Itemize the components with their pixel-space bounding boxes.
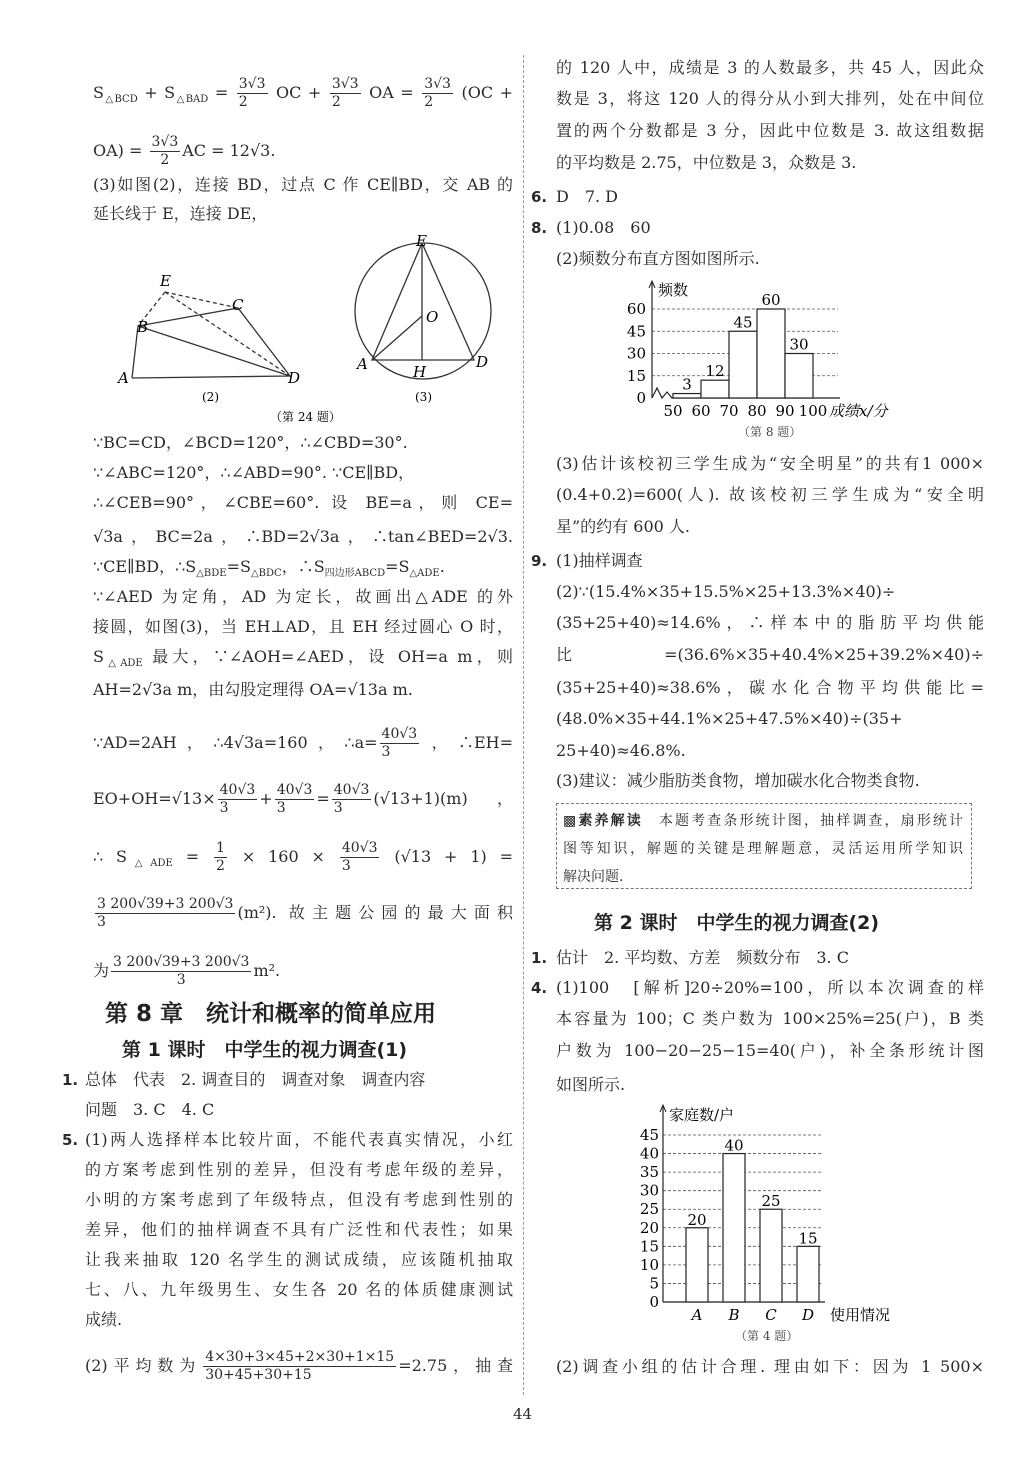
fraction (422, 76, 453, 111)
text-line: ∴∠CEB=90°，∠CBE=60°. 设 BE=a，则 CE= (93, 493, 513, 512)
text-line: 小明的方案考虑到了年级特点，但没有考虑到性别的 (85, 1190, 513, 1209)
subscript: △BAD (175, 94, 209, 106)
subscript: △BCD (103, 94, 138, 106)
text-line: 差异，他们的抽样调查不具有广泛性和代表性；如果 (85, 1220, 513, 1239)
numerator: 4×30+3×45+2×30+1×15 (205, 1349, 395, 1365)
label-O: O (426, 308, 439, 326)
text-line: (2)平均数为 $\frac{4\times 30+3\times 45+2\times 30+1\times 15}{30+45+30+15}$ =2.75，抽查 (85, 1349, 513, 1383)
bar (797, 1246, 819, 1302)
category-label: A (691, 1306, 703, 1324)
literacy-note-box (556, 803, 972, 889)
subscript: △BDE (196, 568, 227, 580)
bar-value-label: 3 (682, 375, 692, 394)
histogram-bar (673, 394, 701, 398)
text-line: AH=2√3a m，由勾股定理得 OA=√13a m. (93, 680, 413, 699)
denominator: 2 (331, 94, 341, 110)
y-tick-label: 60 (626, 300, 646, 318)
y-tick-label: 25 (639, 1200, 659, 1219)
text-line: ∴ $S_{\triangle ADE}$ = $\frac{1}{2}$ × 160 × $\frac{40√3}{3}$ (√13 + 1) = (93, 840, 514, 874)
text-line: (2)∵(15.4%×35+15.5%×25+13.3%×40)÷ (556, 582, 896, 601)
question-number: 4. (531, 979, 548, 997)
text-line: ∵BC=CD，∠BCD=120°，∴∠CBD=30°. (93, 433, 408, 452)
subscript: △ADE (409, 568, 440, 580)
denominator: 3 (276, 800, 286, 816)
text-line: 为 $\frac{3 200√39+3 200√3}{3}$ m². (93, 954, 281, 988)
text-line: 比=(36.6%×35+40.4%×25+39.2%×40)÷ (556, 645, 984, 664)
category-label: C (765, 1306, 777, 1324)
subscript: △ADE (103, 658, 143, 670)
bar-value-label: 15 (798, 1229, 818, 1248)
household-bar-chart (630, 1100, 920, 1350)
text-line: 本容量为 100；C 类户数为 100×25%=25(户)，B 类 (556, 1009, 984, 1028)
fraction (275, 782, 315, 817)
x-axis-label: 成绩x/分 (829, 402, 888, 420)
numerator: 1 (216, 840, 225, 856)
text-line: 25+40)≈46.8%. (556, 741, 686, 760)
label-A: A (118, 369, 129, 387)
label-E: E (160, 272, 171, 290)
text-line: 如图所示. (556, 1075, 626, 1094)
x-tick-label: 70 (719, 402, 739, 420)
denominator: 2 (424, 94, 434, 110)
text-line: $\frac{3 200√39+3 200√3}{3}$ (m²). 故主题公园的最大面积 (97, 896, 513, 930)
text-line: √3a，BC=2a，∴BD=2√3a，∴tan∠BED=2√3. (93, 527, 513, 546)
fraction (330, 76, 361, 111)
lesson-title: 第 2 课时 中学生的视力调查(2) (594, 912, 880, 934)
text-line: (1)两人选择样本比较片面，不能代表真实情况，小红 (85, 1130, 513, 1149)
text-line: (3)如图(2)，连接 BD，过点 C 作 CE∥BD，交 AB 的 (93, 175, 513, 194)
denominator: 3 (219, 800, 229, 816)
text-line: 接圆，如图(3)，当 EH⊥AD，且 EH 经过圆心 O 时， (93, 617, 513, 636)
bar-value-label: 45 (733, 313, 753, 332)
figure-2-caption: (2) (202, 390, 219, 404)
numerator: 40√3 (333, 782, 370, 798)
text-line: 的 120 人中，成绩是 3 的人数最多，共 45 人，因此众 (556, 58, 984, 77)
text-line: ∵∠AED 为定角，AD 为定长，故画出△ADE 的外 (93, 587, 513, 606)
text-line: ∵CE∥BD，$\therefore S_{\triangle BDE}=S_{\triangle BDC}$，$\therefore S_{四边形ABCD}=S_{\triangle ADE}$. (93, 557, 445, 580)
numerator: 3√3 (238, 76, 266, 92)
denominator: 3 (97, 914, 106, 930)
label-B: B (137, 318, 149, 336)
fraction (111, 954, 251, 989)
denominator: 2 (160, 152, 170, 168)
y-tick-label: 5 (649, 1274, 659, 1293)
y-tick-label: 15 (626, 366, 646, 385)
fraction (203, 1349, 396, 1384)
figure-3-caption: (3) (415, 390, 432, 404)
text-line: (1)100 [解析]20÷20%=100，所以本次调查的样 (556, 978, 984, 997)
numerator: 40√3 (276, 782, 313, 798)
text-line: EO+OH=√13× $\frac{40√3}{3}$ + $\frac{40√3}{3}$ = $\frac{40√3}{3}$ (√13+1)(m)， (93, 782, 513, 816)
text-line: ∵∠ABC=120°，∴∠ABD=90°. ∵CE∥BD， (93, 463, 415, 482)
chapter-title: 第 8 章 统计和概率的简单应用 (105, 1001, 437, 1027)
x-tick-label: 60 (691, 402, 711, 420)
y-tick-label: 15 (639, 1237, 659, 1256)
text-line: (3)估计该校初三学生成为“安全明星”的共有1 000× (556, 454, 984, 473)
x-axis-label: 使用情况 (830, 1306, 891, 1324)
text-line: (1)抽样调查 (556, 551, 643, 570)
x-tick-label: 90 (775, 402, 795, 420)
fraction (218, 782, 258, 817)
fraction (214, 840, 227, 875)
y-tick-label: 45 (639, 1126, 659, 1144)
y-tick-label: 20 (639, 1218, 659, 1237)
text-line: 数是 3，将这 120 人的得分从小到大排列，处在中间位 (556, 89, 984, 108)
text-line: 星”的约有 600 人. (556, 517, 690, 536)
figure-2 (132, 292, 290, 378)
numerator: 40√3 (341, 840, 378, 856)
label-E: E (416, 232, 427, 250)
y-tick-label: 0 (649, 1293, 659, 1311)
y-tick-label: 10 (639, 1255, 659, 1274)
question-number: 8. (531, 219, 548, 237)
text-line: 问题 3. C 4. C (85, 1100, 215, 1119)
label-D: D (288, 369, 301, 387)
text-line: (2)频数分布直方图如图所示. (556, 249, 760, 268)
text-line: 置的两个分数都是 3 分，因此中位数是 3. 故这组数据 (556, 121, 984, 140)
bar-value-label: 20 (687, 1210, 707, 1229)
histogram-bar (757, 309, 785, 398)
numerator: 3√3 (331, 76, 359, 92)
bar-value-label: 12 (705, 362, 725, 381)
figure-3 (355, 243, 491, 379)
note-line (563, 810, 963, 832)
label-A: A (357, 355, 368, 373)
y-tick-label: 40 (639, 1144, 659, 1163)
histogram-bar (701, 380, 729, 398)
label-D: D (476, 353, 489, 371)
y-tick-label: 0 (636, 389, 646, 407)
histogram-bar (729, 331, 757, 398)
y-tick-label: 35 (639, 1163, 659, 1182)
text-line: 总体 代表 2. 调查目的 调查对象 调查内容 (85, 1070, 426, 1089)
note-tag: ▩素养解读 (563, 813, 643, 829)
text-line: (0.4+0.2)=600(人). 故该校初三学生成为“安全明 (556, 485, 984, 504)
column-divider (523, 55, 524, 1395)
bar (723, 1154, 745, 1302)
note-text: 本题考查条形统计图，抽样调查，扇形统计 (658, 813, 964, 829)
x-tick-label: 80 (747, 402, 767, 420)
question-number: 1. (531, 949, 548, 967)
text-line: (48.0%×35+44.1%×25+47.5%×40)÷(35+ (556, 709, 903, 728)
fraction (150, 134, 181, 169)
text-line: 让我来抽取 120 名学生的测试成绩，应该随机抽取 (85, 1250, 513, 1269)
y-tick-label: 30 (639, 1181, 659, 1200)
denominator: 30+45+30+15 (205, 1367, 312, 1383)
bar-value-label: 30 (789, 335, 809, 354)
question-number: 1. (62, 1071, 79, 1089)
numerator: 40√3 (219, 782, 256, 798)
text-line: 的平均数是 2.75，中位数是 3，众数是 3. (556, 153, 857, 172)
subscript: 四边形ABCD (324, 568, 386, 580)
bar-value-label: 40 (724, 1136, 744, 1155)
label-C: C (232, 296, 244, 314)
denominator: 2 (216, 858, 225, 874)
text-line: (1)0.08 60 (556, 218, 651, 237)
bar-value-label: 60 (761, 291, 781, 309)
figure-caption: （第 24 题） (270, 410, 341, 424)
fraction (95, 896, 235, 931)
histogram-bar (785, 354, 813, 399)
category-label: B (728, 1306, 740, 1324)
x-tick-label: 50 (663, 402, 683, 420)
lesson-title: 第 1 课时 中学生的视力调查(1) (122, 1039, 408, 1061)
chart-caption: （第 4 题） (735, 1329, 799, 1343)
question-number: 5. (62, 1131, 79, 1149)
numerator: 40√3 (381, 726, 418, 742)
chart-caption: （第 8 题） (738, 425, 802, 439)
subscript: △ADE (127, 858, 173, 870)
text-line: $S_{\triangle BCD} + S_{\triangle BAD}$ = $\frac{3√3}{2}$ OC + $\frac{3√3}{2}$ OA = $\frac{3√3}{2}$ (OC + (93, 76, 514, 110)
label-H: H (413, 363, 427, 381)
text-line: OA) = $\frac{3√3}{2}$ AC = 12√3. (93, 134, 276, 168)
denominator: 2 (238, 94, 248, 110)
text-line: ∵AD=2AH，∴4√3a=160，∴a= $\frac{40√3}{3}$ ，∴EH= (93, 726, 513, 760)
text-line: D 7. D (556, 187, 619, 206)
bar (686, 1228, 708, 1302)
numerator: 3√3 (151, 134, 179, 150)
text-line: (35+25+40)≈38.6%，碳水化合物平均供能比= (556, 678, 984, 697)
y-axis-label: 家庭数/户 (669, 1106, 735, 1124)
fraction (340, 840, 380, 875)
page-number: 44 (513, 1405, 533, 1423)
category-label: D (801, 1306, 815, 1324)
denominator: 3 (333, 800, 343, 816)
text-line: (2)调查小组的估计合理. 理由如下：因为 1 500× (556, 1357, 984, 1376)
y-tick-label: 30 (626, 344, 646, 363)
denominator: 3 (381, 744, 391, 760)
text-line: 户数为 100−20−25−15=40(户)，补全条形统计图 (556, 1041, 984, 1060)
numerator: 3 200√39+3 200√3 (97, 896, 234, 912)
geometry-figure (110, 228, 510, 428)
note-line: 图等知识，解题的关键是理解题意，灵活运用所学知识 (563, 841, 963, 857)
fraction (237, 76, 268, 111)
text-line: 估计 2. 平均数、方差 频数分布 3. C (556, 948, 849, 967)
denominator: 3 (341, 858, 351, 874)
x-tick-label: 100 (798, 402, 828, 420)
text-line: 延长线于 E，连接 DE， (93, 204, 268, 223)
subscript: △BDC (250, 568, 282, 580)
text-line: 七、八、九年级男生、女生各 20 名的体质健康测试 (85, 1280, 513, 1299)
text-line: 成绩. (85, 1310, 123, 1329)
fraction (380, 726, 420, 761)
text-line: (35+25+40)≈14.6%，∴样本中的脂肪平均供能 (556, 613, 984, 632)
bar-value-label: 25 (761, 1192, 781, 1211)
denominator: 3 (176, 972, 186, 988)
text-line: 的方案考虑到性别的差异，但没有考虑年级的差异， (85, 1160, 513, 1179)
y-tick-label: 45 (626, 322, 646, 341)
note-line: 解决问题. (563, 869, 624, 885)
y-axis-label: 频数 (658, 281, 689, 299)
question-number: 6. (531, 188, 548, 206)
text-line: $S_{\triangle ADE}$ 最大，∵∠AOH=∠AED，设 OH=a m，则 (93, 647, 513, 670)
numerator: 3√3 (424, 76, 451, 92)
frequency-histogram (620, 278, 920, 443)
numerator: 3 200√39+3 200√3 (113, 954, 250, 970)
bar (760, 1209, 782, 1302)
fraction (332, 782, 372, 817)
text-line: (3)建议：减少脂肪类食物，增加碳水化合物类食物. (556, 771, 920, 790)
question-number: 9. (531, 552, 548, 570)
